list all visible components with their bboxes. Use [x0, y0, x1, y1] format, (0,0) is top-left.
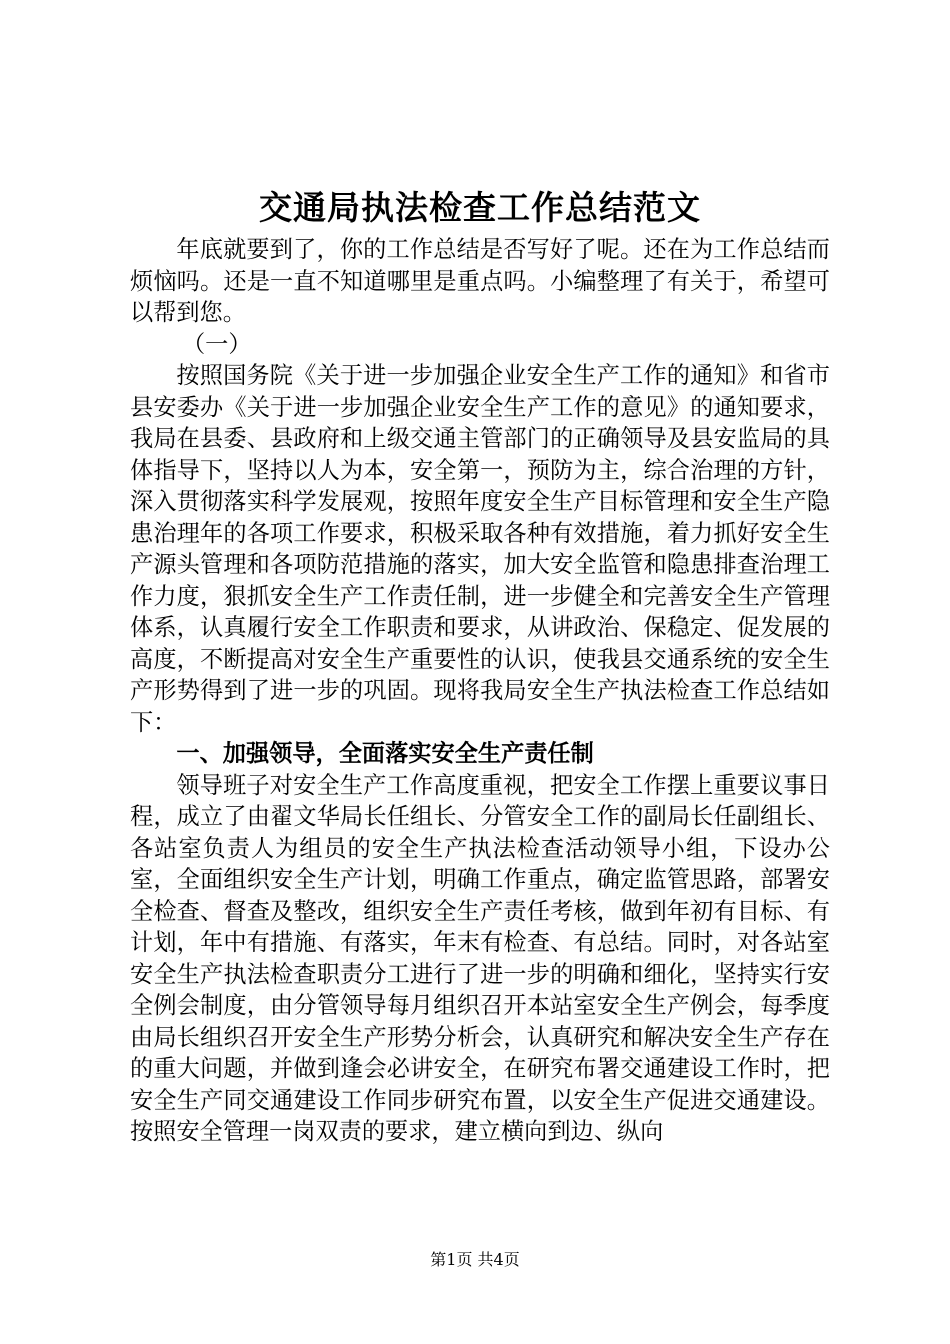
body-paragraph-2: 领导班子对安全生产工作高度重视，把安全工作摆上重要议事日程，成立了由翟文华局长任组长、分管安全工作的副局长任副组长、各站室负责人为组员的安全生产执法检查活动领导小组，下设办公室，全面组织安全生产计划，明确工作重点，确定监管思路，部署安全检查、督查及整改，组织安全生产责任考核，做到年初有目标、有计划，年中有措施、有落实，年末有检查、有总结。同时，对各站室安全生产执法检查职责分工进行了进一步的明确和细化，坚持实行安全例会制度，由分管领导每月组织召开本站室安全生产例会，每季度由局长组织召开安全生产形势分析会，认真研究和解决安全生产存在的重大问题，并做到逢会必讲安全，在研究布署交通建设工作时，把安全生产同交通建设工作同步研究布置，以安全生产促进交通建设。按照安全管理一岗双责的要求，建立横向到边、纵向 — [130, 771, 830, 1145]
section-heading-1: 一、加强领导，全面落实安全生产责任制 — [176, 740, 594, 767]
document-page — [130, 182, 830, 1148]
document-title: 交通局执法检查工作总结范文 — [259, 188, 701, 227]
section-marker: （一） — [182, 330, 252, 358]
intro-paragraph: 年底就要到了，你的工作总结是否写好了呢。还在为工作总结而烦恼吗。还是一直不知道哪里是重点吗。小编整理了有关于，希望可以帮到您。 — [130, 236, 830, 326]
page-footer: 第1页 共4页 — [430, 1250, 520, 1269]
body-paragraph-1: 按照国务院《关于进一步加强企业安全生产工作的通知》和省市县安委办《关于进一步加强企业安全生产工作的意见》的通知要求，我局在县委、县政府和上级交通主管部门的正确领导及县安监局的具体指导下，坚持以人为本，安全第一，预防为主，综合治理的方针，深入贯彻落实科学发展观，按照年度安全生产目标管理和安全生产隐患治理年的各项工作要求，积极采取各种有效措施，着力抓好安全生产源头管理和各项防范措施的落实，加大安全监管和隐患排查治理工作力度，狠抓安全生产工作责任制，进一步健全和完善安全生产管理体系，认真履行安全工作职责和要求，从讲政治、保稳定、促发展的高度，不断提高对安全生产重要性的认识，使我县交通系统的安全生产形势得到了进一步的巩固。现将我局安全生产执法检查工作总结如下： — [130, 362, 830, 736]
